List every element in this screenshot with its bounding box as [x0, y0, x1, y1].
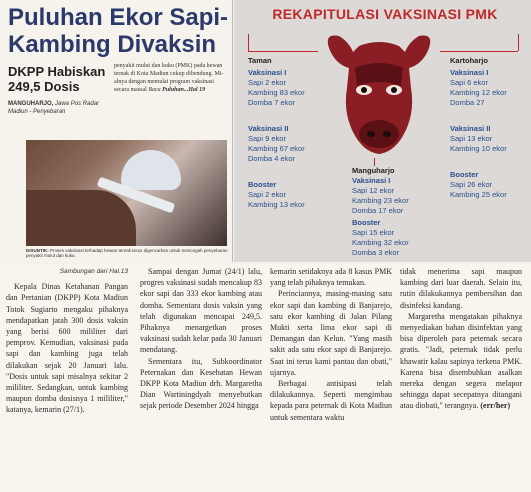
byline [8, 100, 108, 116]
bull-head-icon [319, 28, 439, 160]
body-column-3 [270, 266, 392, 423]
taman-v2-item-2: Kambing 67 ekor [248, 144, 305, 153]
manguharjo-vaksinasi-1-title: Vaksinasi I [352, 176, 391, 185]
kartoharjo-booster-item-2: Kambing 25 ekor [450, 190, 507, 199]
photo-caption-text: Proses vaksinasi terhadap hewan ternak terus digencarkan untuk mencegah penyebaran penyakit mulut dan kuku. [26, 248, 228, 258]
photo-caption [26, 248, 231, 258]
lead-paragraph [114, 62, 228, 94]
taman-v2-item-1: Sapi 9 ekor [248, 134, 286, 143]
byline-source: Jawa Pos Radar Madiun - Penyebaran [8, 101, 100, 115]
kartoharjo-vaksinasi-1-title: Vaksinasi I [450, 68, 489, 77]
connector-kartoharjo-vertical [518, 34, 519, 51]
taman-v2-item-3: Domba 4 ekor [248, 154, 296, 163]
taman-booster-item-1: Sapi 2 ekor [248, 190, 286, 199]
kartoharjo-vaksinasi-2-title: Vaksinasi II [450, 124, 491, 133]
taman-vaksinasi-1-title: Vaksinasi I [248, 68, 287, 77]
headline: Puluhan Ekor Sapi-Kambing Divaksin [8, 4, 229, 58]
paragraph: kemarin setidaknya ada 8 kasus PMK yang telah pihaknya temukan. [270, 267, 392, 288]
connector-manguharjo-vertical [374, 158, 375, 166]
manguharjo-booster-title: Booster [352, 218, 381, 227]
photo-glove-shape [121, 150, 181, 190]
paragraph: Perinciannya, masing-masing satu ekor sapi dan kambing di Banjarejo, satu ekor kambing di Jalan Pilang Mukti serta lima ekor sapi di Demangan dan Kelun. "Yang masih sakit ada satu ekor sapi di Banjarejo. Saat ini terus kami pantau dan obati," ujarnya. [270, 289, 392, 377]
paragraph: Sampai dengan Jumat (24/1) lalu, progres vaksinasi sudah mencakup 83 ekor sapi dan 333 ekor kambing atau domba. Sementara dosis vaksin yang telah digunakan mencapai 249,5. Pihaknya menargetkan proses vaksinasi sudah kelar pada 30 Januari mendatang. [140, 267, 262, 355]
paragraph: Kepala Dinas Ketahanan Pangan dan Pertanian (DKPP) Kota Madiun Totok Sugiarto mengaku pihaknya mendapatkan jatah 300 dosis vaksin yang berisi 600 mililiter dari pemprov. Kemudian, vaksinasi pada sapi dan kambing juga telah dilakukan sejak 20 Januari lalu. "Dosis untuk sapi misalnya sekitar 2 mililiter. Sedangkan, untuk kambing maupun domba dosisnya 1 mililiter," katanya, kemarin (27/1). [6, 282, 128, 415]
connector-taman [248, 51, 318, 52]
taman-booster-item-2: Kambing 13 ekor [248, 200, 305, 209]
article-body [0, 264, 531, 492]
region-kartoharjo: Kartoharjo [450, 56, 488, 65]
paragraph [400, 311, 522, 412]
kartoharjo-v1-item-1: Sapi 6 ekor [450, 78, 488, 87]
paragraph: tidak menerima sapi maupun kambing dari luar daerah. Selain itu, rutin dilakukannya pembersihan dan disinfeksi kandang. [400, 267, 522, 310]
kartoharjo-v2-item-2: Kambing 10 ekor [450, 144, 507, 153]
lead-text: penyakit mulut dan kuku (PMK) pada hewan ternak di Kota Madiun cukup dibendung. Mi-alnya dengan memulai program vaksinasi secara massal [114, 63, 224, 93]
kartoharjo-booster-item-1: Sapi 26 ekor [450, 180, 493, 189]
taman-vaksinasi-2-title: Vaksinasi II [248, 124, 289, 133]
photo-caption-label: DISUNTIK: [26, 248, 49, 253]
infographic-title: REKAPITULASI VAKSINASI PMK [272, 6, 498, 22]
region-manguharjo: Manguharjo [352, 166, 395, 175]
manguharjo-v1-item-2: Kambing 23 ekor [352, 196, 409, 205]
signoff: (err/her) [480, 401, 511, 411]
vaccination-infographic [234, 0, 531, 262]
body-column-2 [140, 266, 262, 412]
manguharjo-booster-item-1: Sapi 15 ekor [352, 228, 395, 237]
paragraph-text: Margaretha mengatakan pihaknya menyediakan bahan disinfektan yang bisa diperoleh para peternak secara gratis. "Jadi, peternak tidak perlu khawatir kalau sapinya terkena PMK. Karena bisa disembuhkan asalkan mereka dengan segera melapor sehingga dapat secepatnya ditangani atau diobati," terangnya. [400, 311, 522, 411]
kartoharjo-v1-item-2: Kambing 12 ekor [450, 88, 507, 97]
sub-headline: DKPP Habiskan 249,5 Dosis [8, 64, 106, 94]
continue-reading-target: Puluhan...Hal 19 [162, 87, 206, 93]
taman-booster-title: Booster [248, 180, 277, 189]
article-header [0, 0, 233, 262]
manguharjo-v1-item-3: Domba 17 ekor [352, 206, 404, 215]
kartoharjo-v1-item-3: Domba 27 [450, 98, 485, 107]
paragraph: Sementara itu, Subkoordinator Peternakan dan Kesehatan Hewan DKPP Kota Madiun drh. Margaretha Dian Wartiningdyah menyebutkan sejak periode Desember 2024 hingga [140, 356, 262, 411]
connector-kartoharjo [440, 51, 518, 52]
connector-taman-vertical [248, 34, 249, 51]
body-column-4 [400, 266, 522, 412]
taman-v1-item-1: Sapi 2 ekor [248, 78, 286, 87]
continue-reading-label: Baca [148, 87, 161, 93]
continue-reading [148, 87, 205, 93]
vaccination-photo [26, 140, 227, 246]
byline-author: MANGUHARJO, [8, 101, 54, 107]
manguharjo-booster-item-3: Domba 3 ekor [352, 248, 400, 257]
region-taman: Taman [248, 56, 272, 65]
manguharjo-v1-item-1: Sapi 12 ekor [352, 186, 395, 195]
body-column-1 [6, 266, 128, 416]
continuation-note: Sambungan dari Hal.13 [59, 268, 128, 275]
kartoharjo-booster-title: Booster [450, 170, 479, 179]
taman-v1-item-3: Domba 7 ekor [248, 98, 296, 107]
photo-animal-shape [26, 190, 136, 246]
kartoharjo-v2-item-1: Sapi 13 ekor [450, 134, 493, 143]
taman-v1-item-2: Kambing 83 ekor [248, 88, 305, 97]
paragraph: Berbagai antisipasi telah dilakukannya. Seperti mengimbau kepada para peternak di Kota Madiun untuk sementara waktu [270, 379, 392, 422]
manguharjo-booster-item-2: Kambing 32 ekor [352, 238, 409, 247]
